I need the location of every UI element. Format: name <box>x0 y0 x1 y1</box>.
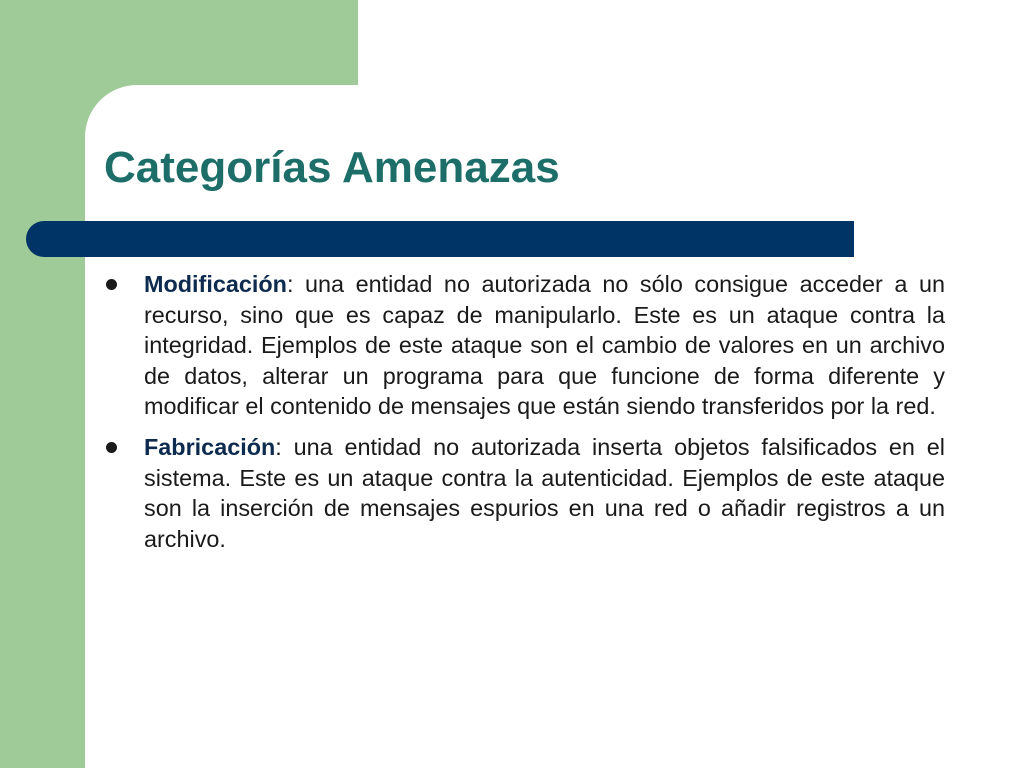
bullet-icon <box>106 279 117 290</box>
list-item-fabricacion <box>104 432 945 554</box>
title-underline-bar <box>26 221 854 257</box>
bullet-term: Modificación <box>144 271 287 297</box>
top-right-background <box>358 0 1024 86</box>
slide-title: Categorías Amenazas <box>104 143 560 192</box>
bullet-text: : una entidad no autorizada no sólo consigue acceder a un recurso, sino que es capaz de manipularlo. Este es un ataque contra la integridad. Ejemplos de este ataque son el cambio de valores en un archivo de datos, alterar un programa para que funcione de forma diferente y modificar el contenido de mensajes que están siendo transferidos por la red. <box>144 271 945 420</box>
bullet-list <box>104 269 945 564</box>
bullet-text: : una entidad no autorizada inserta objetos falsificados en el sistema. Este es un ataque contra la autenticidad. Ejemplos de este ataque son la inserción de mensajes espurios en una red o añadir registros a un archivo. <box>144 433 945 552</box>
bullet-term: Fabricación <box>144 433 276 460</box>
bullet-icon <box>106 442 117 453</box>
list-item-modificacion <box>104 269 945 422</box>
